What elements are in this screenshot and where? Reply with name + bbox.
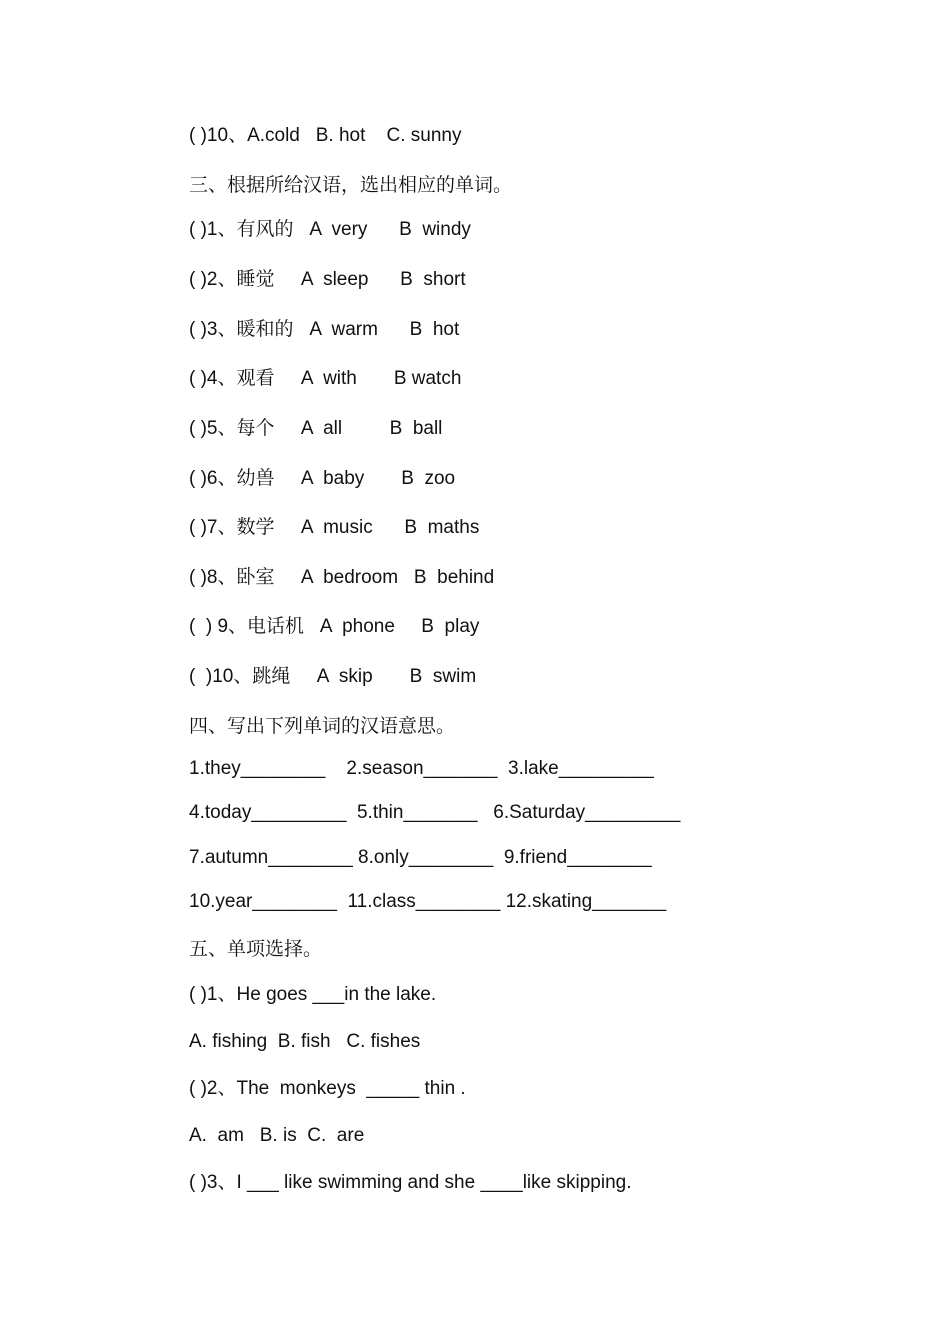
- q4-row-2: 4.today_________ 5.thin_______ 6.Saturday_________: [189, 802, 681, 823]
- q3-item-4: ( )4、观看 A with B watch: [189, 368, 462, 389]
- q5-item-3-question: ( )3、I ___ like swimming and she ____like skipping.: [189, 1172, 632, 1193]
- q5-item-1-options: A. fishing B. fish C. fishes: [189, 1031, 421, 1052]
- q4-row-4: 10.year________ 11.class________ 12.skating_______: [189, 891, 667, 912]
- q5-item-2-options: A. am B. is C. are: [189, 1125, 365, 1146]
- section-4-heading: 四、写出下列单词的汉语意思。: [189, 715, 456, 737]
- q2-item-10: ( )10、A.cold B. hot C. sunny: [189, 125, 462, 146]
- q3-item-6: ( )6、幼兽 A baby B zoo: [189, 468, 456, 489]
- section-3-heading: 三、根据所给汉语，选出相应的单词。: [189, 174, 513, 196]
- q3-item-5: ( )5、每个 A all B ball: [189, 418, 443, 439]
- q3-item-2: ( )2、睡觉 A sleep B short: [189, 269, 466, 290]
- q3-item-1: ( )1、有风的 A very B windy: [189, 219, 471, 240]
- q5-item-1-question: ( )1、He goes ___in the lake.: [189, 984, 437, 1005]
- q3-item-3: ( )3、暖和的 A warm B hot: [189, 319, 460, 340]
- section-5-heading: 五、单项选择。: [189, 938, 323, 960]
- q3-item-9: ( ) 9、电话机 A phone B play: [189, 616, 480, 637]
- q3-item-10: ( )10、跳绳 A skip B swim: [189, 666, 477, 687]
- q4-row-3: 7.autumn________ 8.only________ 9.friend________: [189, 847, 652, 868]
- q4-row-1: 1.they________ 2.season_______ 3.lake_________: [189, 758, 654, 779]
- q5-item-2-question: ( )2、The monkeys _____ thin .: [189, 1078, 466, 1099]
- q3-item-7: ( )7、数学 A music B maths: [189, 517, 480, 538]
- q3-item-8: ( )8、卧室 A bedroom B behind: [189, 567, 495, 588]
